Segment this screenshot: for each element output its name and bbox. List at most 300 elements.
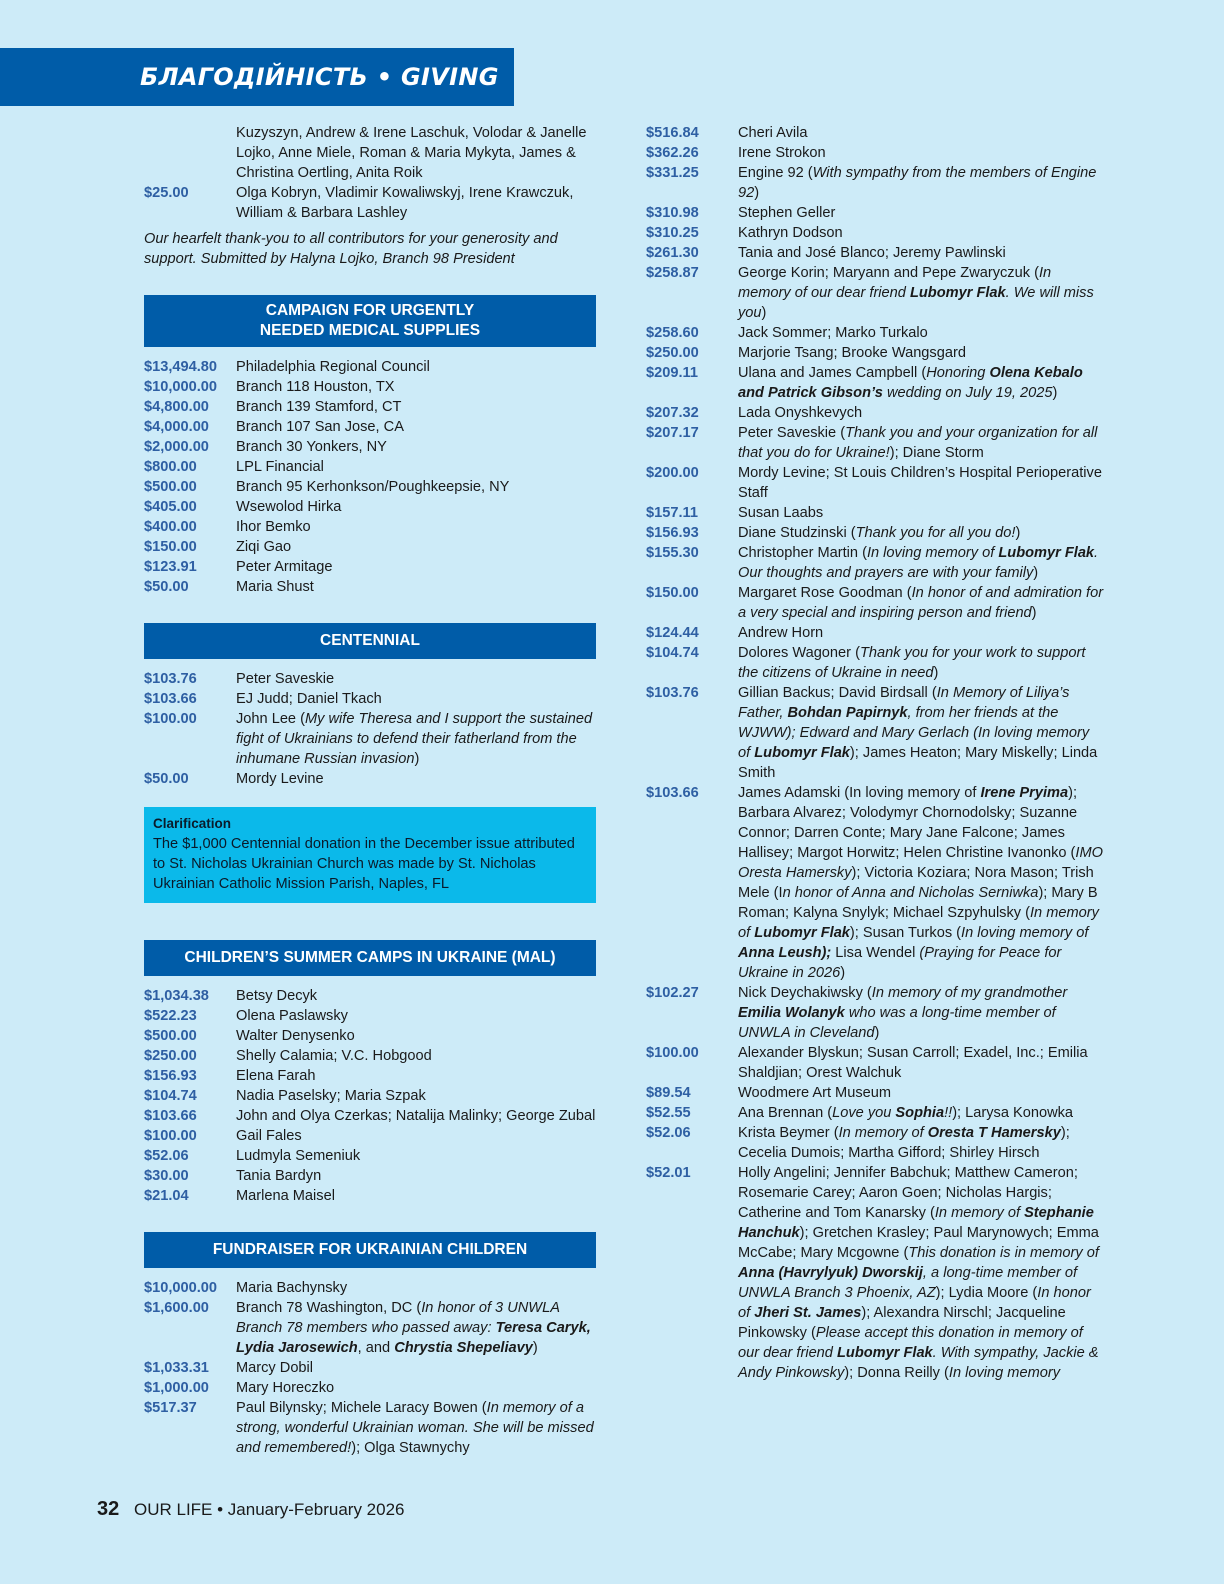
- dedication-note: My wife Theresa and I support the sustained fight of Ukrainians to defend their fatherland from the inhumane Russian invasion: [236, 711, 593, 767]
- donation-entry: [646, 543, 1104, 583]
- donor-text: ): [754, 185, 760, 201]
- donor-names: [738, 463, 1104, 503]
- donor-text: Tania Bardyn: [236, 1168, 322, 1184]
- donation-entry: [646, 1163, 1104, 1383]
- dedication-note: This donation is in memory of: [908, 1245, 1099, 1261]
- donor-names: [236, 1378, 596, 1398]
- donation-entry: [144, 1298, 596, 1358]
- page-number: 32: [97, 1498, 120, 1520]
- donation-entry: [144, 689, 596, 709]
- donor-text: ); Larysa Konowka: [952, 1105, 1074, 1121]
- donation-amount: $103.66: [144, 691, 197, 707]
- donor-text: John Lee (: [236, 711, 305, 727]
- donation-amount: $50.00: [144, 771, 189, 787]
- donor-text: Shelly Calamia; V.C. Hobgood: [236, 1048, 432, 1064]
- dedication-note: In memory of our dear friend: [738, 265, 1052, 301]
- dedication-note: . We will miss you: [738, 285, 1094, 321]
- donation-entry: [646, 1083, 1104, 1103]
- continued-names: Kuzyszyn, Andrew & Irene Laschuk, Volodar & Janelle Lojko, Anne Miele, Roman & Maria Mykyta, James & Christina Oertling, Anita Roik: [236, 125, 587, 181]
- donor-names: [236, 669, 596, 689]
- donation-amount: $10,000.00: [144, 379, 218, 395]
- donation-entry: [144, 537, 596, 557]
- donation-amount: $21.04: [144, 1188, 189, 1204]
- donor-text: Branch 95 Kerhonkson/Poughkeepsie, NY: [236, 479, 510, 495]
- donor-text: LPL Financial: [236, 459, 324, 475]
- donation-amount: $155.30: [646, 545, 699, 561]
- honoree-name: Emilia Wolanyk: [738, 1005, 845, 1021]
- donation-entry: [144, 357, 596, 377]
- donation-amount: $156.93: [144, 1068, 197, 1084]
- dedication-note: In honor of: [738, 1285, 1091, 1321]
- donor-names: [738, 423, 1104, 463]
- donor-text: Lisa Wendel: [831, 945, 920, 961]
- donation-amount: $89.54: [646, 1085, 691, 1101]
- donor-text: Krista Beymer (: [738, 1125, 839, 1141]
- donation-amount: $100.00: [646, 1045, 699, 1061]
- donation-amount: $103.66: [646, 785, 699, 801]
- donor-text: Branch 118 Houston, TX: [236, 379, 395, 395]
- donation-amount: $207.17: [646, 425, 699, 441]
- clarification-text: The $1,000 Centennial donation in the December issue attributed to St. Nicholas Ukrainian Church was made by St. Nicholas Ukrainian Catholic Mission Parish, Naples, FL: [153, 836, 575, 892]
- donation-amount: $157.11: [646, 505, 698, 521]
- donation-entry: [144, 457, 596, 477]
- honoree-name: Irene Pryima: [980, 785, 1069, 801]
- dedication-note: n honor of Anna and Nicholas Serniwka: [782, 885, 1039, 901]
- donor-text: Peter Saveskie: [236, 671, 335, 687]
- donor-names: [738, 623, 1104, 643]
- donation-amount: $52.06: [144, 1148, 189, 1164]
- donation-amount: $103.76: [144, 671, 197, 687]
- donor-names: [236, 437, 596, 457]
- dedication-note: !!: [944, 1105, 953, 1121]
- donation-amount: $100.00: [144, 711, 197, 727]
- donation-entry: [144, 669, 596, 689]
- dedication-note: In memory of my grandmother: [871, 985, 1068, 1001]
- dedication-note: , from her friends at the WJWW); Edward and Mary Gerlach (In loving memory of: [738, 705, 1090, 761]
- donor-names: [236, 1298, 596, 1358]
- donation-entry: [144, 417, 596, 437]
- donor-text: Mordy Levine: [236, 771, 324, 787]
- honoree-name: Lubomyr Flak: [754, 745, 850, 761]
- honoree-name: Jheri St. James: [754, 1305, 862, 1321]
- donation-entry: [646, 623, 1104, 643]
- donor-names: [236, 557, 596, 577]
- dedication-note: Thank you and your organization for all that you do for Ukraine!: [738, 425, 1098, 461]
- donation-amount: $500.00: [144, 1028, 197, 1044]
- donation-amount: $522.23: [144, 1008, 197, 1024]
- donation-entry: [646, 1043, 1104, 1083]
- donation-amount: $258.87: [646, 265, 699, 281]
- donor-names: [236, 1278, 596, 1298]
- donation-entry: [144, 557, 596, 577]
- donor-names: [738, 983, 1104, 1043]
- donor-text: Branch 107 San Jose, CA: [236, 419, 404, 435]
- donor-text: Marlena Maisel: [236, 1188, 335, 1204]
- campaign-list: [144, 357, 596, 597]
- donation-entry: [144, 497, 596, 517]
- donor-names: [236, 1066, 596, 1086]
- donation-amount: $310.98: [646, 205, 699, 221]
- dedication-note: In honor of and admiration for a very special and inspiring person and friend: [738, 585, 1104, 621]
- donor-names: [738, 1043, 1104, 1083]
- donor-text: Kathryn Dodson: [738, 225, 843, 241]
- donor-text: Susan Laabs: [738, 505, 824, 521]
- donor-text: ): [1052, 385, 1058, 401]
- donor-text: Mary Horeczko: [236, 1380, 335, 1396]
- donor-text: ): [532, 1340, 538, 1356]
- donor-text: ); Gretchen Krasley; Paul Marynowych; Emma McCabe; Mary Mcgowne (: [738, 1225, 1099, 1261]
- dedication-note: Please accept this donation in memory of our dear friend: [738, 1325, 1083, 1361]
- right-column: [646, 123, 1104, 1383]
- honoree-name: Stephanie Hanchuk: [738, 1205, 1094, 1241]
- donor-text: Woodmere Art Museum: [738, 1085, 892, 1101]
- donor-text: Branch 139 Stamford, CT: [236, 399, 402, 415]
- donor-names: [738, 1163, 1104, 1383]
- donation-entry: [144, 397, 596, 417]
- donation-amount: $209.11: [646, 365, 698, 381]
- donation-entry: [646, 163, 1104, 203]
- donor-text: Walter Denysenko: [236, 1028, 355, 1044]
- donor-text: ); Susan Turkos (: [849, 925, 962, 941]
- donation-entry: [144, 1146, 596, 1166]
- donor-text: ); Diane Storm: [889, 445, 984, 461]
- donation-amount: $13,494.80: [144, 359, 218, 375]
- donor-names: [738, 783, 1104, 983]
- donor-text: Mordy Levine; St Louis Children’s Hospital Perioperative Staff: [738, 465, 1102, 501]
- donor-text: ): [414, 751, 420, 767]
- donor-text: Holly Angelini; Jennifer Babchuk; Matthew Cameron; Rosemarie Carey; Aaron Goen; Nicholas Hargis; Catherine and Tom Kanarsky (: [738, 1165, 1078, 1221]
- honoree-name: Chrystia Shepeliavy: [394, 1340, 533, 1356]
- donor-names: [236, 457, 596, 477]
- donor-names: [236, 1006, 596, 1026]
- donation-entry: [646, 343, 1104, 363]
- donor-text: ); Barbara Alvarez; Volodymyr Chornodolsky; Suzanne Connor; Darren Conte; Mary Jane Falcone; James Hallisey; Margot Horwitz; Helen Christine Ivanonko (: [738, 785, 1078, 861]
- donation-amount: $150.00: [646, 585, 699, 601]
- donor-text: Stephen Geller: [738, 205, 836, 221]
- donor-text: ): [840, 965, 846, 981]
- donation-entry: [144, 986, 596, 1006]
- donation-entry: [144, 1026, 596, 1046]
- donor-text: ); James Heaton; Mary Miskelly; Linda Smith: [738, 745, 1098, 781]
- publication-info: OUR LIFE • January-February 2026: [133, 1500, 405, 1519]
- dedication-note: (Praying for Peace for Ukraine in 2026: [738, 945, 1062, 981]
- campaign-heading: [144, 295, 596, 347]
- donor-names: [236, 1126, 596, 1146]
- dedication-note: In memory of a strong, wonderful Ukrainian woman. She will be missed and remembered!: [236, 1400, 594, 1456]
- donation-entry: [646, 1103, 1104, 1123]
- donation-amount: $405.00: [144, 499, 197, 515]
- donor-text: Engine 92 (: [738, 165, 813, 181]
- donor-names: [236, 497, 596, 517]
- dedication-note: , a long-time member of UNWLA Branch 3 Phoenix, AZ: [738, 1265, 1078, 1301]
- donor-names: [236, 1186, 596, 1206]
- donor-names: [738, 643, 1104, 683]
- donor-names: [236, 537, 596, 557]
- dedication-note: Thank you for all you do!: [855, 525, 1016, 541]
- centennial-list: [144, 669, 596, 789]
- dedication-note: Honoring: [926, 365, 990, 381]
- donation-entry: [144, 1106, 596, 1126]
- donor-names: [236, 689, 596, 709]
- donor-text: ); Victoria Koziara; Nora Mason; Trish Mele (I: [738, 865, 1094, 901]
- donation-amount: $30.00: [144, 1168, 189, 1184]
- donor-text: ); Olga Stawnychy: [351, 1440, 470, 1456]
- donation-entry: [144, 1378, 596, 1398]
- dedication-note: In loving memory of: [961, 925, 1089, 941]
- donation-entry: [646, 363, 1104, 403]
- donor-text: Nadia Paselsky; Maria Szpak: [236, 1088, 426, 1104]
- donor-names: [738, 343, 1104, 363]
- donor-text: Ulana and James Campbell (: [738, 365, 927, 381]
- donation-amount: $123.91: [144, 559, 197, 575]
- donor-names: [236, 1398, 596, 1458]
- donor-text: ); Alexandra Nirschl; Jacqueline Pinkowsky (: [738, 1305, 1066, 1341]
- donor-names: [738, 323, 1104, 343]
- donor-names: [738, 683, 1104, 783]
- donation-amount: $103.66: [144, 1108, 197, 1124]
- dedication-note: In honor of 3 UNWLA Branch 78 members who passed away:: [236, 1300, 560, 1336]
- page-footer: [97, 1498, 405, 1521]
- donation-amount: $50.00: [144, 579, 189, 595]
- honoree-name: Lubomyr Flak: [909, 285, 1006, 301]
- dedication-note: In memory of: [934, 1205, 1025, 1221]
- donation-amount: $124.44: [646, 625, 699, 641]
- donation-entry: [646, 143, 1104, 163]
- donor-text: Paul Bilynsky; Michele Laracy Bowen (: [236, 1400, 487, 1416]
- donation-amount: $516.84: [646, 125, 699, 141]
- honoree-name: Lubomyr Flak: [836, 1345, 933, 1361]
- dedication-note: With sympathy from the members of Engine 92: [738, 165, 1097, 201]
- donor-text: Maria Shust: [236, 579, 314, 595]
- donor-names: [236, 1166, 596, 1186]
- donor-text: Wsewolod Hirka: [236, 499, 342, 515]
- donation-entry: [144, 1066, 596, 1086]
- thank-you-note: Our hearfelt thank-you to all contributors for your generosity and support. Submitted by Halyna Lojko, Branch 98 President: [144, 231, 558, 267]
- honoree-name: Bohdan Papirnyk: [787, 705, 908, 721]
- donation-amount: $104.74: [646, 645, 699, 661]
- donation-entry: [144, 1166, 596, 1186]
- honoree-name: Anna (Havrylyuk) Dworskij: [738, 1265, 923, 1281]
- donor-text: Maria Bachynsky: [236, 1280, 348, 1296]
- donor-names: [738, 143, 1104, 163]
- camps-list: [144, 986, 596, 1206]
- donor-text: John and Olya Czerkas; Natalija Malinky; George Zubal: [236, 1108, 596, 1124]
- donation-entry: [144, 1358, 596, 1378]
- donor-text: Peter Armitage: [236, 559, 333, 575]
- donor-names: [236, 377, 596, 397]
- dedication-note: . With sympathy, Jackie & Andy Pinkowsky: [738, 1345, 1099, 1381]
- donor-text: Alexander Blyskun; Susan Carroll; Exadel, Inc.; Emilia Shaldjian; Orest Walchuk: [738, 1045, 1088, 1081]
- donation-amount: $400.00: [144, 519, 197, 535]
- donation-entry: [646, 503, 1104, 523]
- donation-amount: $500.00: [144, 479, 197, 495]
- donation-entry: [646, 523, 1104, 543]
- donation-entry: [144, 1086, 596, 1106]
- donor-text: James Adamski (In loving memory of: [738, 785, 981, 801]
- donor-text: ): [1033, 565, 1039, 581]
- donation-entry: [144, 1398, 596, 1458]
- donor-names: [236, 769, 596, 789]
- donor-text: Margaret Rose Goodman (: [738, 585, 912, 601]
- honoree-name: Lubomyr Flak: [754, 925, 850, 941]
- donation-entry: [144, 1186, 596, 1206]
- donor-names: [738, 403, 1104, 423]
- donor-names: [236, 477, 596, 497]
- dedication-note: In memory of: [838, 1125, 928, 1141]
- donor-text: EJ Judd; Daniel Tkach: [236, 691, 382, 707]
- donation-amount: $150.00: [144, 539, 197, 555]
- donor-names: [738, 503, 1104, 523]
- donor-text: Marjorie Tsang; Brooke Wangsgard: [738, 345, 966, 361]
- donor-text: Ana Brennan (: [738, 1105, 833, 1121]
- donor-text: Branch 30 Yonkers, NY: [236, 439, 387, 455]
- donor-names: [738, 523, 1104, 543]
- donation-amount: $250.00: [646, 345, 699, 361]
- donation-amount: $104.74: [144, 1088, 197, 1104]
- donor-text: Diane Studzinski (: [738, 525, 856, 541]
- dedication-note: Thank you for your work to support the citizens of Ukraine in need: [738, 645, 1086, 681]
- donor-names: [236, 1046, 596, 1066]
- donation-amount: $52.55: [646, 1105, 691, 1121]
- honoree-name: Teresa Caryk, Lydia Jarosewich: [236, 1320, 591, 1356]
- donation-entry: [646, 123, 1104, 143]
- donor-text: ); Lydia Moore (: [935, 1285, 1038, 1301]
- donation-entry: [646, 683, 1104, 783]
- donor-text: Cheri Avila: [738, 125, 808, 141]
- donor-text: Christopher Martin (: [738, 545, 867, 561]
- donor-names: [236, 1106, 596, 1126]
- donor-names: [236, 1146, 596, 1166]
- honoree-name: Sophia: [895, 1105, 945, 1121]
- donor-names: [236, 357, 596, 377]
- donor-text: ); Cecelia Dumois; Martha Gifford; Shirley Hirsch: [738, 1125, 1070, 1161]
- donation-amount: $1,034.38: [144, 988, 209, 1004]
- donor-text: Andrew Horn: [738, 625, 824, 641]
- donor-text: ); Donna Reilly (: [844, 1365, 949, 1381]
- donation-amount: $10,000.00: [144, 1280, 218, 1296]
- donor-names: [738, 583, 1104, 623]
- donation-amount: $207.32: [646, 405, 699, 421]
- donation-amount: $52.06: [646, 1125, 691, 1141]
- donor-names: [738, 163, 1104, 203]
- donation-amount: $362.26: [646, 145, 699, 161]
- donor-text: Jack Sommer; Marko Turkalo: [738, 325, 928, 341]
- donor-names: Olga Kobryn, Vladimir Kowaliwskyj, Irene Krawczuk, William & Barbara Lashley: [236, 185, 574, 221]
- donation-entry: [144, 477, 596, 497]
- dedication-note: . Our thoughts and prayers are with your family: [738, 545, 1099, 581]
- dedication-note: In loving memory of: [866, 545, 999, 561]
- donation-amount: $102.27: [646, 985, 699, 1001]
- donation-amount: $517.37: [144, 1400, 197, 1416]
- donor-text: Branch 78 Washington, DC (: [236, 1300, 422, 1316]
- donation-entry: [144, 1278, 596, 1298]
- donation-entry: [144, 437, 596, 457]
- donor-text: Ziqi Gao: [236, 539, 292, 555]
- donation-entry: [144, 1046, 596, 1066]
- donation-entry: [144, 769, 596, 789]
- fundraiser-list: [144, 1278, 596, 1458]
- donor-text: Olena Paslawsky: [236, 1008, 348, 1024]
- donor-text: Marcy Dobil: [236, 1360, 314, 1376]
- donation-entry: [646, 203, 1104, 223]
- dedication-note: In loving memory: [948, 1365, 1061, 1381]
- honoree-name: Oresta T Hamersky: [927, 1125, 1061, 1141]
- right-donation-list: [646, 123, 1104, 1383]
- donor-names: [236, 1086, 596, 1106]
- donation-amount: $200.00: [646, 465, 699, 481]
- donation-amount: $52.01: [646, 1165, 691, 1181]
- donation-amount: $261.30: [646, 245, 699, 261]
- donor-names: [738, 363, 1104, 403]
- donation-amount: $331.25: [646, 165, 699, 181]
- donation-amount: $258.60: [646, 325, 699, 341]
- dedication-note: who was a long-time member of UNWLA in Cleveland: [738, 1005, 1056, 1041]
- donor-names: [738, 1103, 1104, 1123]
- left-column: [144, 123, 596, 1458]
- donor-text: Elena Farah: [236, 1068, 316, 1084]
- honoree-name: Anna Leush);: [738, 945, 832, 961]
- dedication-note: In Memory of Liliya’s Father,: [738, 685, 1070, 721]
- donation-amount: $103.76: [646, 685, 699, 701]
- donation-entry: [646, 423, 1104, 463]
- centennial-heading: CENTENNIAL: [144, 623, 596, 659]
- donor-names: [738, 203, 1104, 223]
- dedication-note: IMO Oresta Hamersky: [738, 845, 1103, 881]
- donation-entry: [144, 1006, 596, 1026]
- clarification-box: [144, 807, 596, 903]
- donation-amount: $1,600.00: [144, 1300, 209, 1316]
- donation-entry: [646, 983, 1104, 1043]
- donation-entry: [646, 403, 1104, 423]
- donor-text: ): [874, 1025, 880, 1041]
- donor-text: Gail Fales: [236, 1128, 302, 1144]
- donor-text: Philadelphia Regional Council: [236, 359, 430, 375]
- donation-amount: $4,000.00: [144, 419, 209, 435]
- donor-names: [738, 223, 1104, 243]
- donation-entry: [646, 583, 1104, 623]
- donation-entry: [144, 377, 596, 397]
- dedication-note: wedding on July 19, 2025: [882, 385, 1053, 401]
- section-banner: БЛАГОДІЙНІСТЬ • GIVING: [0, 48, 514, 106]
- donor-text: Dolores Wagoner (: [738, 645, 860, 661]
- donor-names: [236, 1358, 596, 1378]
- donor-text: , and: [357, 1340, 395, 1356]
- donation-entry: [646, 643, 1104, 683]
- donor-names: [236, 709, 596, 769]
- donor-text: ): [1015, 525, 1021, 541]
- donor-names: [236, 517, 596, 537]
- donation-amount: $1,000.00: [144, 1380, 209, 1396]
- donation-amount: $156.93: [646, 525, 699, 541]
- donation-amount: $310.25: [646, 225, 699, 241]
- donor-text: ): [761, 305, 767, 321]
- donation-amount: $800.00: [144, 459, 197, 475]
- donor-names: [236, 577, 596, 597]
- donation-amount: $2,000.00: [144, 439, 209, 455]
- campaign-heading-line-1: CAMPAIGN FOR URGENTLY: [265, 302, 475, 319]
- honoree-name: Olena Kebalo and Patrick Gibson’s: [738, 365, 1083, 401]
- donation-entry: [144, 709, 596, 769]
- donation-entry: [646, 783, 1104, 983]
- donation-amount: $100.00: [144, 1128, 197, 1144]
- donor-names: [738, 543, 1104, 583]
- donor-text: Peter Saveskie (: [738, 425, 846, 441]
- donor-names: [738, 123, 1104, 143]
- donation-entry: [144, 577, 596, 597]
- donor-text: Gillian Backus; David Birdsall (: [738, 685, 937, 701]
- dedication-note: In memory of: [738, 905, 1099, 941]
- donor-text: Tania and José Blanco; Jeremy Pawlinski: [738, 245, 1006, 261]
